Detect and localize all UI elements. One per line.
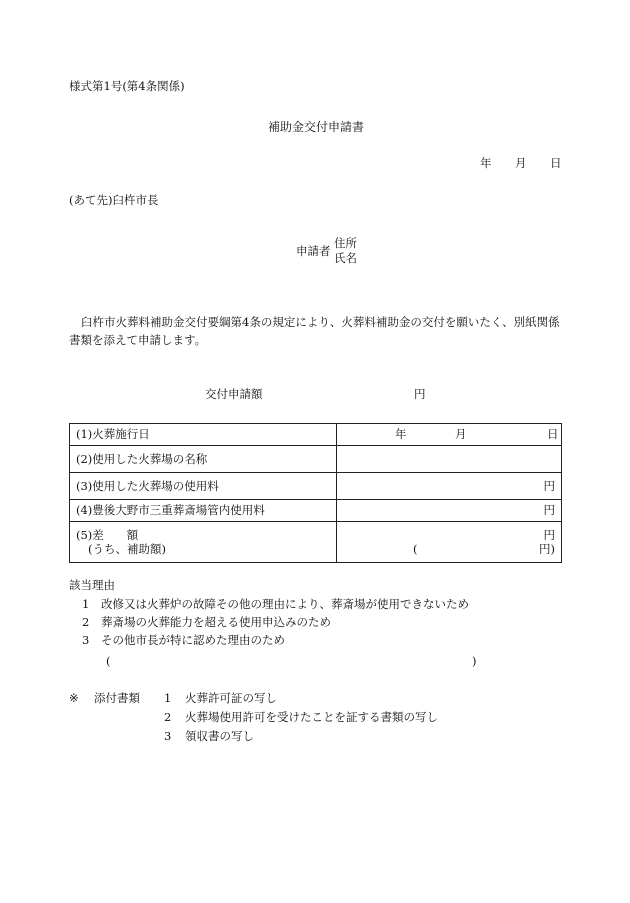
other-reason-paren-close: ) bbox=[472, 654, 477, 668]
row-label-cremation-date: (1)火葬施行日 bbox=[70, 424, 337, 446]
table-row bbox=[70, 500, 562, 522]
row-sublabel-subsidy: (うち、補助額) bbox=[88, 542, 166, 556]
name-label: 氏名 bbox=[334, 251, 357, 265]
amount-label: 交付申請額 bbox=[205, 387, 263, 401]
reasons-heading: 該当理由 bbox=[69, 578, 115, 592]
difference-field[interactable] bbox=[337, 522, 562, 563]
cremation-year-label: 年 bbox=[395, 427, 407, 442]
subsidy-unit: 円) bbox=[539, 542, 555, 556]
document-title: 補助金交付申請書 bbox=[268, 120, 365, 134]
row-label-mie-fee: (4)豊後大野市三重葬斎場管内使用料 bbox=[70, 500, 337, 522]
date-year-label: 年 bbox=[480, 156, 492, 170]
address-label: 住所 bbox=[334, 236, 357, 250]
subsidy-paren-open: ( bbox=[413, 542, 418, 556]
reason-number: 2 bbox=[82, 615, 90, 629]
row-label-crematorium-name: (2)使用した火葬場の名称 bbox=[70, 446, 337, 473]
reason-number: 3 bbox=[82, 633, 90, 647]
attachment-number: 2 bbox=[164, 710, 172, 724]
row-label-difference: (5)差 額 bbox=[76, 527, 139, 542]
applicant-label: 申請者 bbox=[296, 244, 331, 258]
difference-unit: 円 bbox=[543, 527, 555, 542]
cremation-month-label: 月 bbox=[455, 427, 467, 442]
attachments-label: 添付書類 bbox=[94, 691, 140, 705]
reason-text: 葬斎場の火葬能力を超える使用申込みのため bbox=[100, 615, 331, 629]
table-row bbox=[70, 522, 562, 563]
attachment-item bbox=[164, 692, 277, 706]
attachment-item bbox=[164, 730, 254, 744]
row-label-crematorium-fee: (3)使用した火葬場の使用料 bbox=[70, 473, 337, 500]
attachment-item bbox=[164, 711, 438, 725]
date-day-label: 日 bbox=[550, 156, 562, 170]
crematorium-name-field[interactable] bbox=[337, 446, 562, 473]
other-reason-paren-open: ( bbox=[106, 654, 111, 668]
reason-text: 改修又は火葬炉の故障その他の理由により、葬斎場が使用できないため bbox=[100, 597, 469, 611]
attachment-text: 火葬許可証の写し bbox=[184, 691, 277, 705]
addressee: (あて先)臼杵市長 bbox=[69, 193, 159, 207]
reason-text: その他市長が特に認めた理由のため bbox=[100, 633, 285, 647]
table-row bbox=[70, 473, 562, 500]
body-text-line2: 書類を添えて申請します。 bbox=[69, 333, 207, 347]
reason-item[interactable] bbox=[82, 598, 469, 612]
attachment-number: 1 bbox=[164, 691, 172, 705]
table-row bbox=[70, 446, 562, 473]
table-row bbox=[70, 424, 562, 446]
row-label-difference-cell bbox=[70, 522, 337, 563]
attachments-mark: ※ bbox=[69, 691, 79, 705]
cremation-day-label: 日 bbox=[547, 427, 559, 442]
crematorium-fee-field[interactable]: 円 bbox=[337, 473, 562, 500]
reason-item[interactable] bbox=[82, 616, 331, 630]
application-table bbox=[69, 423, 562, 563]
reason-number: 1 bbox=[82, 597, 90, 611]
mie-fee-field[interactable]: 円 bbox=[337, 500, 562, 522]
amount-unit: 円 bbox=[414, 387, 426, 401]
date-month-label: 月 bbox=[515, 156, 527, 170]
attachment-text: 火葬場使用許可を受けたことを証する書類の写し bbox=[184, 710, 438, 724]
reason-item[interactable] bbox=[82, 634, 285, 648]
attachment-number: 3 bbox=[164, 729, 172, 743]
form-number: 様式第1号(第4条関係) bbox=[69, 79, 185, 93]
cremation-date-field[interactable] bbox=[337, 424, 562, 446]
body-text-line1: 臼杵市火葬料補助金交付要綱第4条の規定により、火葬料補助金の交付を願いたく、別紙関係 bbox=[81, 315, 560, 329]
attachment-text: 領収書の写し bbox=[184, 729, 254, 743]
